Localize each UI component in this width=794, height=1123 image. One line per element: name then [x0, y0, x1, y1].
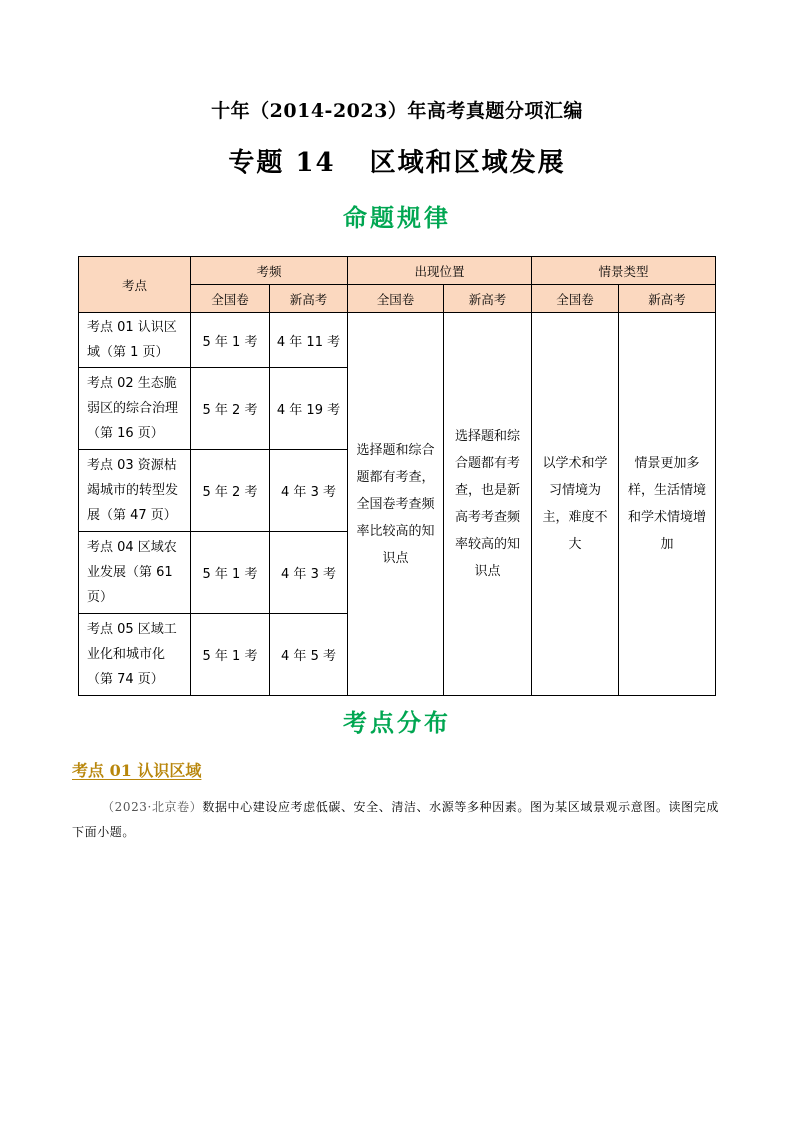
subheader-qingjing-xingaokao: 新高考: [619, 285, 716, 313]
quanguo-count-cell: 5 年 2 考: [191, 450, 270, 532]
table-row: [79, 313, 716, 368]
kaodian-cell: 考点 05 区域工业化和城市化（第 74 页）: [79, 613, 191, 695]
kaodian-cell: 考点 04 区域农业发展（第 61 页）: [79, 531, 191, 613]
quanguo-count-cell: 5 年 2 考: [191, 368, 270, 450]
table-header-row: [79, 257, 716, 285]
subheader-kaopin-xingaokao: 新高考: [270, 285, 348, 313]
subheader-kaopin-quanguo: 全国卷: [191, 285, 270, 313]
question-text: 数据中心建设应考虑低碳、安全、清洁、水源等多种因素。图为某区域景观示意图。读图完成下面小题。: [72, 800, 719, 839]
header-kaodian: 考点: [79, 257, 191, 313]
subtitle-prefix: 专题: [228, 148, 285, 178]
question-source: （2023·北京卷）: [102, 800, 203, 814]
xingaokao-count-cell: 4 年 11 考: [270, 313, 348, 368]
exam-pattern-table: [78, 256, 716, 696]
document-subtitle: [0, 142, 794, 179]
header-qingjing: 情景类型: [532, 257, 716, 285]
subheader-weizhi-xingaokao: 新高考: [444, 285, 532, 313]
section-heading-mingti: 命题规律: [343, 203, 451, 232]
question-intro-paragraph: [72, 795, 724, 845]
xingaokao-count-cell: 4 年 5 考: [270, 613, 348, 695]
section-heading-fenbu: 考点分布: [343, 708, 451, 737]
weizhi-xingaokao-cell: 选择题和综合题都有考查，也是新高考考查频率较高的知识点: [444, 313, 532, 696]
subheader-weizhi-quanguo: 全国卷: [348, 285, 444, 313]
quanguo-count-cell: 5 年 1 考: [191, 531, 270, 613]
kaodian-cell: 考点 01 认识区域（第 1 页）: [79, 313, 191, 368]
weizhi-quanguo-cell: 选择题和综合题都有考查，全国卷考查频率比较高的知识点: [348, 313, 444, 696]
quanguo-count-cell: 5 年 1 考: [191, 613, 270, 695]
kaodian-cell: 考点 03 资源枯竭城市的转型发展（第 47 页）: [79, 450, 191, 532]
subtitle-topic: 区域和区域发展: [369, 148, 566, 178]
document-title: 十年（2014-2023）年高考真题分项汇编: [211, 100, 583, 122]
subtitle-number: 14: [295, 148, 336, 178]
subheader-qingjing-quanguo: 全国卷: [532, 285, 619, 313]
header-kaopin: 考频: [191, 257, 348, 285]
header-weizhi: 出现位置: [348, 257, 532, 285]
kaodian-01-heading: 考点 01 认识区域: [72, 761, 202, 780]
xingaokao-count-cell: 4 年 3 考: [270, 531, 348, 613]
xingaokao-count-cell: 4 年 19 考: [270, 368, 348, 450]
xingaokao-count-cell: 4 年 3 考: [270, 450, 348, 532]
qingjing-xingaokao-cell: 情景更加多样，生活情境和学术情境增加: [619, 313, 716, 696]
kaodian-cell: 考点 02 生态脆弱区的综合治理（第 16 页）: [79, 368, 191, 450]
quanguo-count-cell: 5 年 1 考: [191, 313, 270, 368]
qingjing-quanguo-cell: 以学术和学习情境为主，难度不大: [532, 313, 619, 696]
